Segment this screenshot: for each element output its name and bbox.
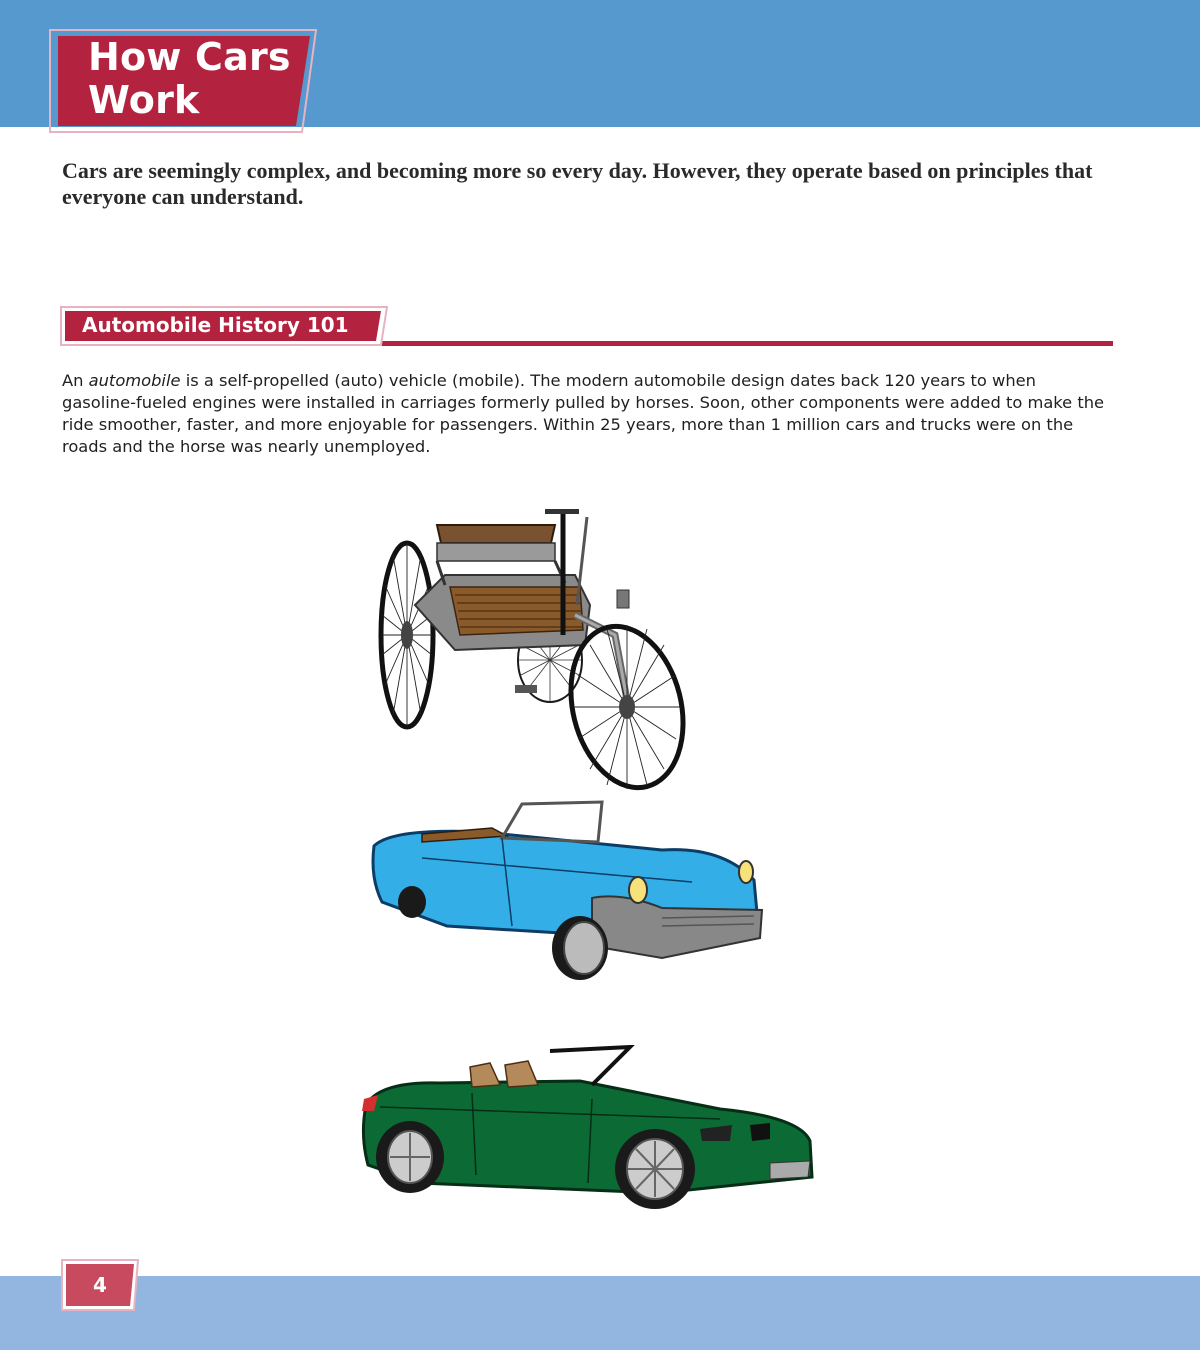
intro-paragraph: Cars are seemingly complex, and becoming more so every day. However, they operate based on principles that everyone can understand. <box>62 158 1093 209</box>
section-divider <box>380 341 1113 346</box>
page-title <box>88 36 308 122</box>
carriage-frame <box>415 509 629 700</box>
page-number: 4 <box>93 1273 107 1297</box>
page-title-line-2: Work <box>88 78 200 122</box>
footer-band <box>0 1276 1200 1350</box>
section-title: Automobile History 101 <box>82 313 349 337</box>
paragraph-rest: is a self-propelled (auto) vehicle (mobile). The modern automobile design dates back 120 years to when gasoline-fueled engines were installed in carriages formerly pulled by horses. Soon, other components were added to make the ride smoother, faster, and more enjoyable for passengers. Within 25 years, more than 1 million cars and trucks were on the roads and the horse was nearly unemployed. <box>62 371 1105 456</box>
illustration-motorwagen <box>375 495 695 800</box>
illustration-classic-convertible <box>362 798 764 983</box>
page-title-line-1: How Cars <box>88 35 291 79</box>
rear-near-wheel <box>381 543 433 727</box>
history-paragraph <box>62 370 1112 458</box>
paragraph-prefix: An <box>62 371 89 390</box>
term-automobile: automobile <box>88 371 181 390</box>
illustration-modern-convertible <box>360 1045 815 1213</box>
